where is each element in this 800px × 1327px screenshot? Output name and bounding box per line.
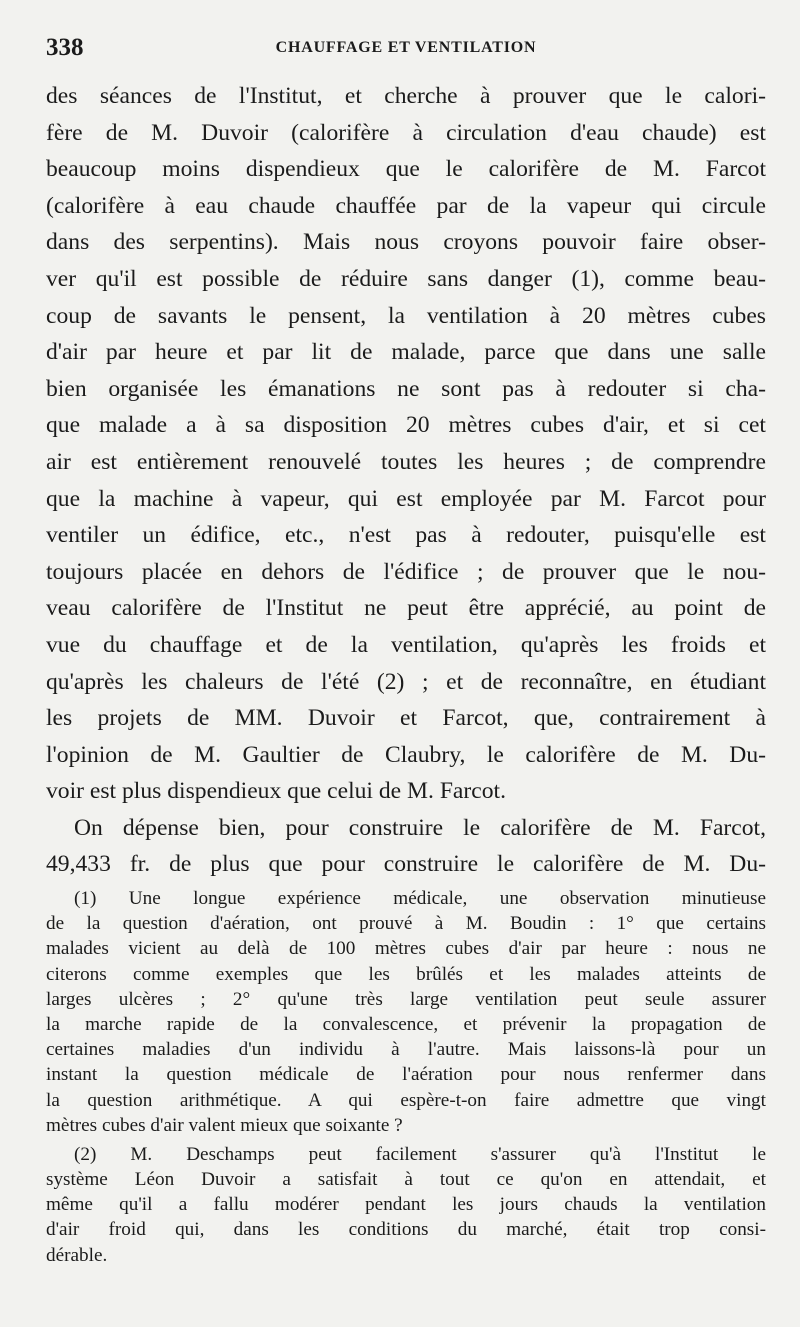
text-line: air est entièrement renouvelé toutes les heures ; de comprendre (46, 448, 766, 475)
footnote-line: de la question d'aération, ont prouvé à M. Boudin : 1° que certains (46, 913, 766, 935)
text-line: bien organisée les émanations ne sont pas à redouter si cha- (46, 375, 766, 402)
footnote-line: (2) M. Deschamps peut facilement s'assurer qu'à l'Institut le (74, 1143, 766, 1165)
text-line: beaucoup moins dispendieux que le calorifère de M. Farcot (46, 156, 766, 183)
text-line: fère de M. Duvoir (calorifère à circulation d'eau chaude) est (46, 119, 766, 146)
text-line: veau calorifère de l'Institut ne peut être apprécié, au point de (46, 595, 766, 622)
footnote-line: (1) Une longue expérience médicale, une observation minutieuse (74, 888, 766, 909)
footnote-line: larges ulcères ; 2° qu'une très large ventilation peut seule assurer (46, 988, 766, 1010)
footnote-line: système Léon Duvoir a satisfait à tout ce qu'on en attendait, et (46, 1169, 766, 1191)
main-text (46, 78, 766, 883)
running-head (46, 34, 766, 68)
footnote-line: la marche rapide de la convalescence, et prévenir la propagation de (46, 1013, 766, 1035)
footnote-line: mètres cubes d'air valent mieux que soixante ? (46, 1114, 403, 1136)
footnote-2 (46, 1142, 766, 1268)
footnote-line: la question arithmétique. A qui espère-t-on faire admettre que vingt (46, 1089, 766, 1111)
footnotes (46, 886, 766, 1268)
text-line: les projets de MM. Duvoir et Farcot, que, contrairement à (46, 705, 766, 732)
text-line: d'air par heure et par lit de malade, parce que dans une salle (46, 339, 766, 366)
footnote-line: certaines maladies d'un individu à l'autre. Mais laissons-là pour un (46, 1039, 766, 1061)
text-line: voir est plus dispendieux que celui de M. Farcot. (46, 778, 506, 805)
footnote-line: citerons comme exemples que les brûlés et les malades atteints de (46, 963, 766, 985)
text-line: ver qu'il est possible de réduire sans danger (1), comme beau- (46, 265, 766, 292)
text-line: ventiler un édifice, etc., n'est pas à redouter, puisqu'elle est (46, 522, 766, 549)
footnote-line: instant la question médicale de l'aération pour nous renfermer dans (46, 1064, 766, 1086)
text-line: 49,433 fr. de plus que pour construire le calorifère de M. Du- (46, 851, 766, 878)
running-title: CHAUFFAGE ET VENTILATION (275, 39, 537, 56)
footnote-line: malades vicient au delà de 100 mètres cubes d'air par heure : nous ne (46, 938, 766, 960)
page-number: 338 (46, 34, 84, 61)
text-line: (calorifère à eau chaude chauffée par de la vapeur qui circule (46, 192, 766, 219)
text-line: que la machine à vapeur, qui est employée par M. Farcot pour (46, 485, 766, 512)
text-line: que malade a à sa disposition 20 mètres cubes d'air, et si cet (46, 412, 766, 439)
footnote-line: dérable. (46, 1244, 108, 1266)
text-line: On dépense bien, pour construire le calorifère de M. Farcot, (74, 814, 766, 841)
footnote-line: d'air froid qui, dans les conditions du marché, était trop consi- (46, 1219, 766, 1241)
footnote-line: même qu'il a fallu modérer pendant les jours chauds la ventilation (46, 1194, 766, 1216)
footnote-1 (46, 886, 766, 1138)
text-line: coup de savants le pensent, la ventilation à 20 mètres cubes (46, 302, 766, 329)
text-line: qu'après les chaleurs de l'été (2) ; et de reconnaître, en étudiant (46, 668, 766, 695)
text-line: vue du chauffage et de la ventilation, qu'après les froids et (46, 631, 766, 658)
text-line: dans des serpentins). Mais nous croyons pouvoir faire obser- (46, 229, 766, 256)
text-line: des séances de l'Institut, et cherche à prouver que le calori- (46, 83, 766, 109)
text-line: l'opinion de M. Gaultier de Claubry, le calorifère de M. Du- (46, 741, 766, 768)
text-line: toujours placée en dehors de l'édifice ; de prouver que le nou- (46, 558, 766, 585)
